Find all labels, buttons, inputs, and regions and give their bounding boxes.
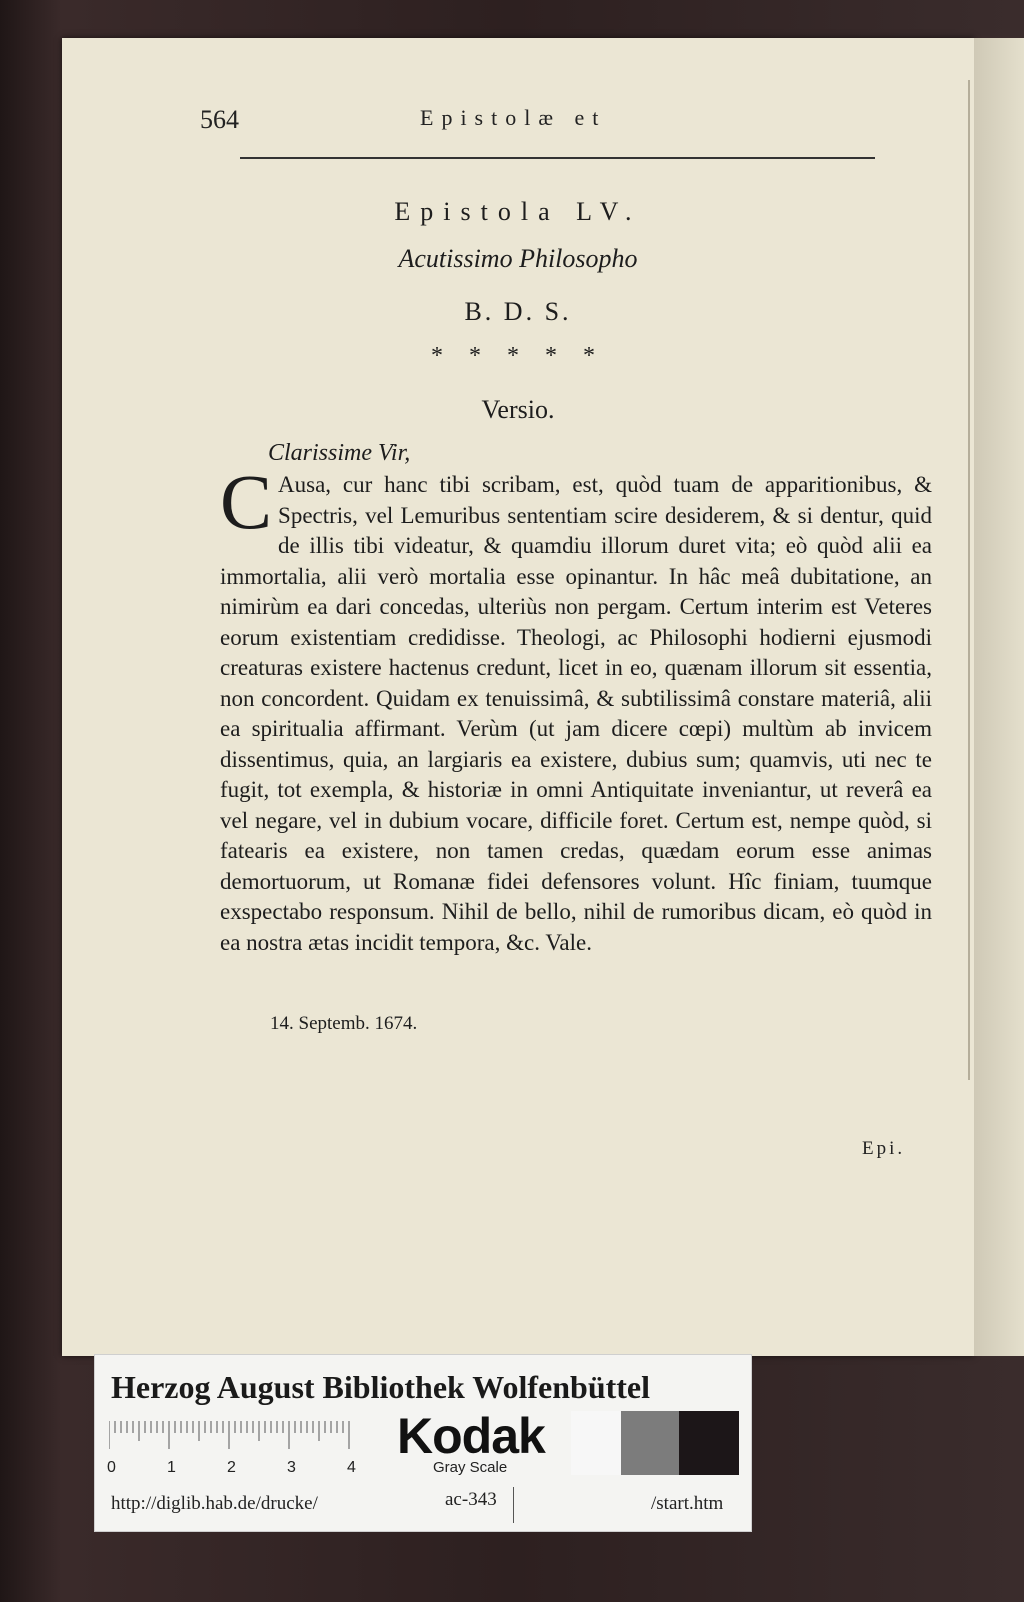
letter-body-text: Ausa, cur hanc tibi scribam, est, quòd tuam de apparitionibus, & Spectris, vel Lemuribus sententiam scire desiderem, & si dentur, quid de illis tibi videatur, & quamdiu illorum duret vita; eò quòd alii ea immortalia, alii verò mortalia esse opinantur. In hâc meâ dubitatione, an nimirùm ea dari concedas, ulteriùs non pergam. Certum interim est Veteres eorum existentiam credidisse. Theologi, ac Philosophi hodierni ejusmodi creaturas existere hactenus credunt, licet in eo, quænam illorum sit essentia, non concordent. Quidam ex tenuissimâ, & subtilissimâ constare materiâ, alii ea spiritualia affirmant. Verùm (ut jam dicere cœpi) multùm ab invicem dissentimus, quia, an largiaris ea existere, dubius sum; quamvis, uti nec te fugit, tot exempla, & historiæ in omni Antiquitate inveniantur, ut reverâ ea vel negare, vel in dubium vocare, difficile foret. Certum est, nempe quòd, si fatearis ea existere, non tamen credas, quædam eorum esse animas demortuorum, ut Romanæ fidei defensores volunt. Hîc finiam, tuumque exspectabo responsum. Nihil de bello, nihil de rumoribus dicam, eò quòd in ea nostra ætas incidit tempora, &c. Vale. (220, 472, 932, 955)
page-gutter (968, 80, 970, 1080)
drop-cap: C (220, 458, 273, 545)
gray-swatch-white (571, 1411, 621, 1475)
scale-number: 3 (287, 1459, 296, 1476)
gray-scale-label: Gray Scale (433, 1459, 508, 1476)
facing-page-edge (974, 38, 1024, 1356)
letter-body (220, 458, 932, 958)
letter-date: 14. Septemb. 1674. (270, 1013, 418, 1034)
color-target-card (94, 1354, 752, 1532)
scale-number: 0 (107, 1459, 116, 1476)
kodak-logo: Kodak (397, 1408, 545, 1464)
ruler-scale (109, 1419, 359, 1451)
scale-number: 2 (227, 1459, 236, 1476)
call-number: ac-343 (445, 1489, 497, 1510)
start-page: /start.htm (651, 1493, 724, 1514)
addressee: Acutissimo Philosopho (398, 244, 638, 273)
scale-number: 1 (167, 1459, 176, 1476)
scale-number: 4 (347, 1459, 356, 1476)
ornament-stars: * * * * * (431, 343, 605, 369)
running-head: Epistolæ et (420, 105, 607, 130)
versio-heading: Versio. (481, 395, 555, 424)
library-url: http://diglib.hab.de/drucke/ (111, 1493, 318, 1514)
salutation: Clarissime Vir, (268, 440, 411, 466)
gray-swatch-black (679, 1411, 739, 1475)
call-separator (513, 1487, 514, 1523)
recipient-initials: B. D. S. (464, 297, 572, 326)
library-name: Herzog August Bibliothek Wolfenbüttel (111, 1369, 651, 1405)
gray-swatch-mid (621, 1411, 679, 1475)
header-rule (240, 157, 875, 159)
letter-title: Epistola LV. (394, 197, 642, 226)
page-number: 564 (200, 105, 239, 134)
catchword: Epi. (862, 1138, 906, 1159)
